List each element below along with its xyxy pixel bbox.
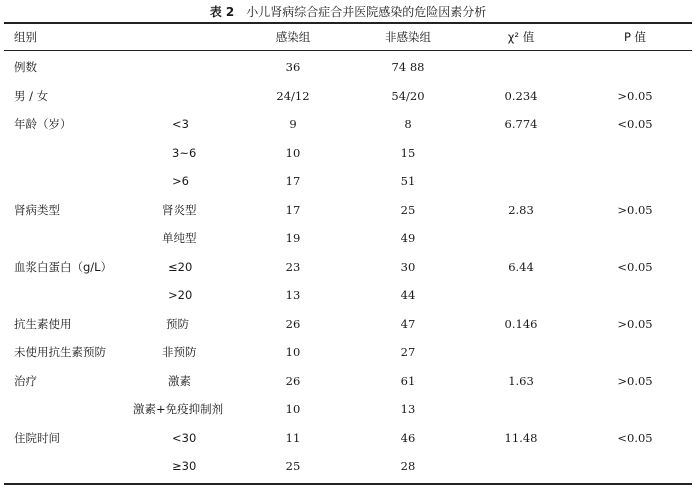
factor-cell: 住院时间 bbox=[14, 431, 60, 445]
infected-cell: 11 bbox=[285, 431, 301, 445]
noninfected-cell: 8 bbox=[404, 117, 412, 131]
p-value-cell: >0.05 bbox=[617, 89, 653, 103]
table-title: 小儿肾病综合症合并医院感染的危险因素分析 bbox=[246, 5, 487, 19]
subgroup-cell: 单纯型 bbox=[162, 231, 197, 245]
infected-cell: 26 bbox=[285, 374, 301, 388]
subgroup-cell: ≤20 bbox=[168, 260, 193, 274]
subgroup-cell: 激素+免疫抑制剂 bbox=[133, 402, 224, 416]
factor-cell: 未使用抗生素预防 bbox=[14, 345, 106, 359]
chi2-cell: 0.234 bbox=[504, 89, 538, 103]
noninfected-cell: 54/20 bbox=[391, 89, 425, 103]
subgroup-cell: 3~6 bbox=[172, 146, 197, 160]
bottom-rule bbox=[4, 483, 692, 485]
subgroup-cell: 激素 bbox=[168, 374, 191, 388]
noninfected-cell: 25 bbox=[400, 203, 416, 217]
factor-cell: 血浆白蛋白（g/L） bbox=[14, 260, 113, 274]
noninfected-cell: 30 bbox=[400, 260, 416, 274]
chi2-cell: 1.63 bbox=[508, 374, 534, 388]
factor-cell: 抗生素使用 bbox=[14, 317, 72, 331]
subgroup-cell: <30 bbox=[172, 431, 197, 445]
subgroup-cell: >6 bbox=[172, 174, 189, 188]
header-chi2: χ² 值 bbox=[507, 30, 535, 44]
infected-cell: 10 bbox=[285, 402, 301, 416]
noninfected-cell: 46 bbox=[400, 431, 416, 445]
p-value-cell: >0.05 bbox=[617, 317, 653, 331]
header-rule bbox=[4, 50, 692, 51]
p-value-cell: <0.05 bbox=[617, 260, 653, 274]
subgroup-cell: 非预防 bbox=[162, 345, 197, 359]
infected-cell: 24/12 bbox=[276, 89, 310, 103]
subgroup-cell: <3 bbox=[172, 117, 189, 131]
noninfected-cell: 44 bbox=[400, 288, 416, 302]
noninfected-cell: 49 bbox=[400, 231, 416, 245]
subgroup-cell: 预防 bbox=[166, 317, 189, 331]
infected-cell: 13 bbox=[285, 288, 301, 302]
chi2-cell: 6.44 bbox=[508, 260, 534, 274]
chi2-cell: 0.146 bbox=[504, 317, 538, 331]
infected-cell: 17 bbox=[285, 174, 301, 188]
p-value-cell: >0.05 bbox=[617, 203, 653, 217]
infected-cell: 23 bbox=[285, 260, 301, 274]
noninfected-cell: 47 bbox=[400, 317, 416, 331]
header-group: 组别 bbox=[14, 30, 37, 44]
subgroup-cell: >20 bbox=[168, 288, 193, 302]
top-rule bbox=[4, 22, 692, 24]
header-noninfected: 非感染组 bbox=[385, 30, 431, 44]
infected-cell: 10 bbox=[285, 146, 301, 160]
infected-cell: 25 bbox=[285, 459, 301, 473]
noninfected-cell: 61 bbox=[400, 374, 416, 388]
factor-cell: 年龄（岁） bbox=[14, 117, 72, 131]
p-value-cell: >0.05 bbox=[617, 374, 653, 388]
chi2-cell: 11.48 bbox=[504, 431, 538, 445]
factor-cell: 治疗 bbox=[14, 374, 37, 388]
subgroup-cell: ≥30 bbox=[172, 459, 197, 473]
noninfected-cell: 74 88 bbox=[391, 60, 425, 74]
subgroup-cell: 肾炎型 bbox=[162, 203, 197, 217]
factor-cell: 肾病类型 bbox=[14, 203, 60, 217]
infected-cell: 36 bbox=[285, 60, 301, 74]
header-p: P 值 bbox=[623, 30, 647, 44]
noninfected-cell: 15 bbox=[400, 146, 416, 160]
infected-cell: 17 bbox=[285, 203, 301, 217]
table-number: 表 2 bbox=[209, 5, 235, 19]
infected-cell: 26 bbox=[285, 317, 301, 331]
noninfected-cell: 51 bbox=[400, 174, 416, 188]
infected-cell: 9 bbox=[289, 117, 297, 131]
noninfected-cell: 13 bbox=[400, 402, 416, 416]
factor-cell: 男 / 女 bbox=[14, 89, 49, 103]
table-caption bbox=[0, 3, 696, 20]
infected-cell: 10 bbox=[285, 345, 301, 359]
factor-cell: 例数 bbox=[14, 60, 37, 74]
p-value-cell: <0.05 bbox=[617, 117, 653, 131]
noninfected-cell: 28 bbox=[400, 459, 416, 473]
infected-cell: 19 bbox=[285, 231, 301, 245]
noninfected-cell: 27 bbox=[400, 345, 416, 359]
header-infected: 感染组 bbox=[275, 30, 311, 44]
p-value-cell: <0.05 bbox=[617, 431, 653, 445]
chi2-cell: 2.83 bbox=[508, 203, 534, 217]
chi2-cell: 6.774 bbox=[504, 117, 538, 131]
